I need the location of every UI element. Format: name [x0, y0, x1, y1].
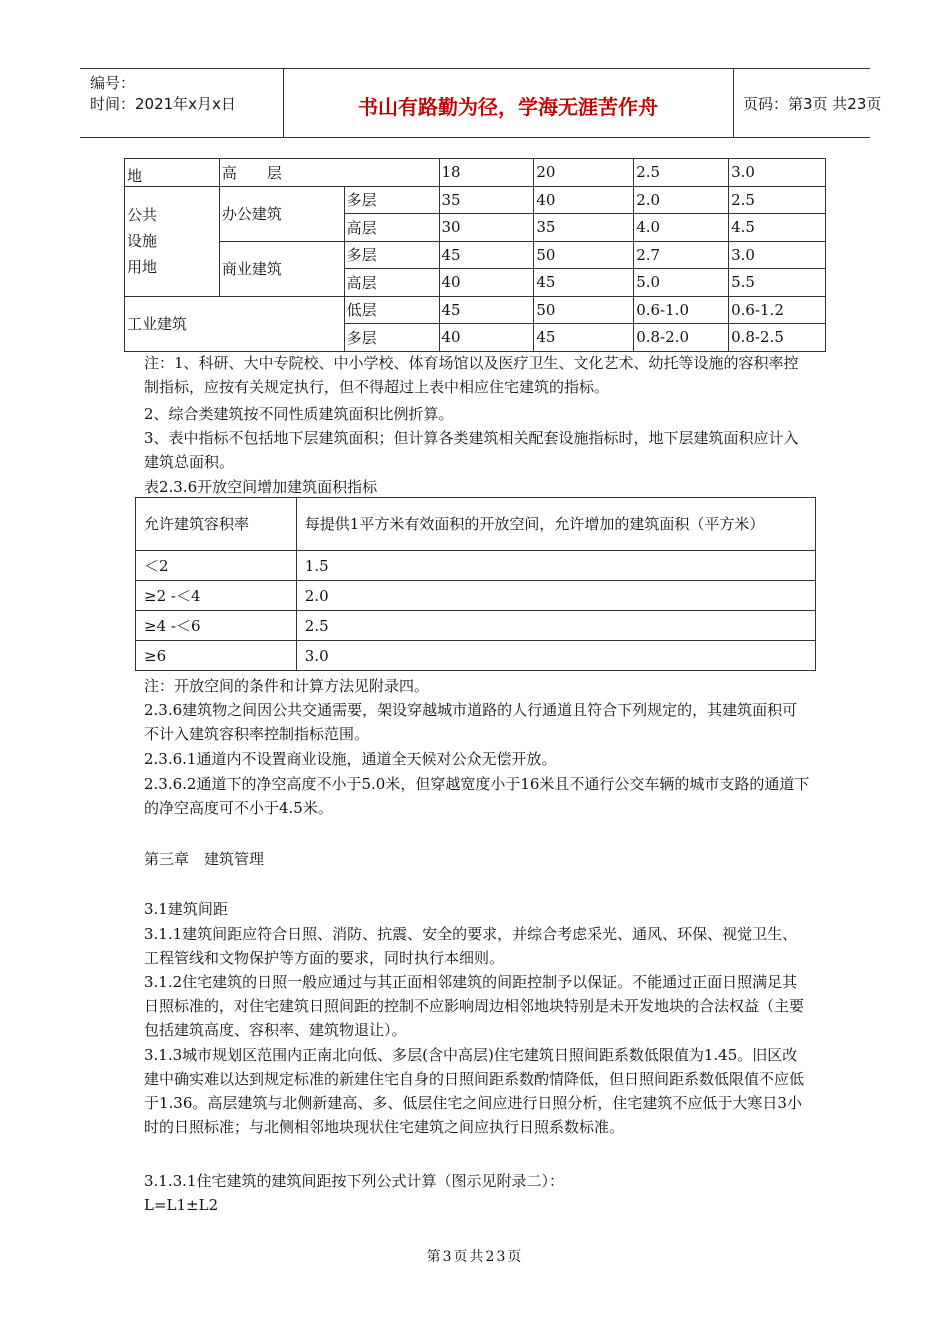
header-cell: 允许建筑容积率	[136, 498, 297, 551]
table-cell: 办公建筑	[219, 186, 344, 241]
header-page-cell	[733, 69, 882, 137]
body-paragraph: 3.1.2住宅建筑的日照一般应通过与其正面相邻建筑的间距控制予以保证。不能通过正面日照满足其日照标准的，对住宅建筑日照间距的控制不应影响周边相邻地块特别是未开发地块的合法权益（主要包括建筑高度、容积率、建筑物退让）。	[144, 973, 805, 1039]
table-cell: 20	[534, 159, 634, 187]
table-cell: 4.0	[634, 214, 729, 242]
table-cell: 高层	[344, 214, 439, 242]
table-cell: 45	[439, 296, 534, 324]
table-cell: 40	[439, 324, 534, 352]
table-row	[136, 611, 816, 641]
table-cell: 商业建筑	[219, 241, 344, 296]
body-paragraph: 2.3.6.2通道下的净空高度不小于5.0米，但穿越宽度小于16米且不通行公交车辆的城市支路的通道下的净空高度可不小于4.5米。	[144, 775, 810, 817]
table-row	[125, 159, 826, 187]
table-row	[136, 581, 816, 611]
table-cell: 3.0	[296, 641, 815, 671]
category-line: 设施	[127, 232, 158, 250]
header-info-cell	[80, 69, 284, 137]
table-cell: 0.8-2.5	[729, 324, 826, 352]
table-cell: ≥6	[136, 641, 297, 671]
table-cell: 0.6-1.2	[729, 296, 826, 324]
table-cell: ≥4 -＜6	[136, 611, 297, 641]
chapter-heading: 第三章 建筑管理	[144, 850, 265, 868]
page-footer: 第3页共23页	[426, 1249, 524, 1265]
table-cell: 0.6-1.0	[634, 296, 729, 324]
table-row	[125, 241, 826, 269]
header-slogan-cell	[283, 69, 734, 137]
table-cell: 30	[439, 214, 534, 242]
open-space-table	[135, 497, 816, 671]
table-cell: 50	[534, 296, 634, 324]
table-row	[125, 186, 826, 214]
body-paragraph: 3.1.1建筑间距应符合日照、消防、抗震、安全的要求，并综合考虑采光、通风、环保、视觉卫生、工程管线和文物保护等方面的要求，同时执行本细则。	[144, 925, 798, 967]
category-cell	[125, 186, 220, 296]
table-cell: 多层	[344, 324, 439, 352]
slogan: 书山有路勤为径，学海无涯苦作舟	[358, 95, 658, 119]
table-cell: 多层	[344, 186, 439, 214]
table-cell: 2.5	[634, 159, 729, 187]
page-header	[80, 68, 882, 138]
table-cell: 4.5	[729, 214, 826, 242]
table-cell: 2.0	[296, 581, 815, 611]
body-paragraph: 2.3.6.1通道内不设置商业设施，通道全天候对公众无偿开放。	[144, 750, 557, 768]
table-cell: 低层	[344, 296, 439, 324]
table-row	[136, 641, 816, 671]
note-paragraph: 注：开放空间的条件和计算方法见附录四。	[144, 677, 430, 695]
table-cell: 地	[125, 159, 220, 187]
note-paragraph: 2、综合类建筑按不同性质建筑面积比例折算。	[144, 405, 454, 423]
header-cell: 每提供1平方米有效面积的开放空间，允许增加的建筑面积（平方米）	[296, 498, 815, 551]
note-paragraph: 注：1、科研、大中专院校、中小学校、体育场馆以及医疗卫生、文化艺术、幼托等设施的容积率控制指标，应按有关规定执行，但不得超过上表中相应住宅建筑的指标。	[144, 354, 799, 396]
table-cell: 45	[534, 324, 634, 352]
body-paragraph: 2.3.6建筑物之间因公共交通需要，架设穿越城市道路的人行通道且符合下列规定的，其建筑面积可不计入建筑容积率控制指标范围。	[144, 701, 798, 743]
page-label: 页码：第3页 共23页	[743, 95, 882, 113]
table-cell: 50	[534, 241, 634, 269]
table-cell: 5.0	[634, 269, 729, 297]
table-cell: 2.5	[296, 611, 815, 641]
table-header-row	[136, 498, 816, 551]
table-cell: 高 层	[219, 159, 439, 187]
table-cell: ＜2	[136, 551, 297, 581]
table-cell: 18	[439, 159, 534, 187]
table-cell: 5.5	[729, 269, 826, 297]
number-label: 编号：	[90, 74, 136, 92]
body-paragraph: 3.1.3.1住宅建筑的建筑间距按下列公式计算（图示见附录二）：	[144, 1172, 564, 1190]
table-cell: 45	[439, 241, 534, 269]
table-cell: 1.5	[296, 551, 815, 581]
note-paragraph: 3、表中指标不包括地下层建筑面积；但计算各类建筑相关配套设施指标时，地下层建筑面积应计入建筑总面积。	[144, 429, 799, 471]
table-cell: 多层	[344, 241, 439, 269]
table-cell: 40	[534, 186, 634, 214]
table-cell: 40	[439, 269, 534, 297]
table-cell: 2.0	[634, 186, 729, 214]
table-cell: 工业建筑	[125, 296, 345, 351]
section-heading: 3.1建筑间距	[144, 900, 228, 918]
table-cell: 3.0	[729, 241, 826, 269]
table-cell: 2.7	[634, 241, 729, 269]
table-cell: 35	[534, 214, 634, 242]
table-row	[125, 296, 826, 324]
table-cell: 0.8-2.0	[634, 324, 729, 352]
table-cell: ≥2 -＜4	[136, 581, 297, 611]
table-cell: 2.5	[729, 186, 826, 214]
category-line: 用地	[127, 258, 158, 276]
table-cell: 高层	[344, 269, 439, 297]
table-cell: 3.0	[729, 159, 826, 187]
table-cell: 45	[534, 269, 634, 297]
formula: L=L1±L2	[144, 1196, 219, 1214]
table-cell: 35	[439, 186, 534, 214]
table-row	[136, 551, 816, 581]
far-index-table	[124, 158, 826, 352]
time-label: 时间：2021年x月x日	[90, 95, 236, 113]
body-paragraph: 3.1.3城市规划区范围内正南北向低、多层(含中高层)住宅建筑日照间距系数低限值为1.45。旧区改建中确实难以达到规定标准的新建住宅自身的日照间距系数酌情降低，但日照间距系数低限值不应低于1.36。高层建筑与北侧新建高、多、低层住宅之间应进行日照分析，住宅建筑不应低于大寒日3小时的日照标准；与北侧相邻地块现状住宅建筑之间应执行日照系数标准。	[144, 1046, 805, 1136]
table-caption: 表2.3.6开放空间增加建筑面积指标	[144, 478, 378, 496]
category-line: 公共	[127, 206, 158, 224]
